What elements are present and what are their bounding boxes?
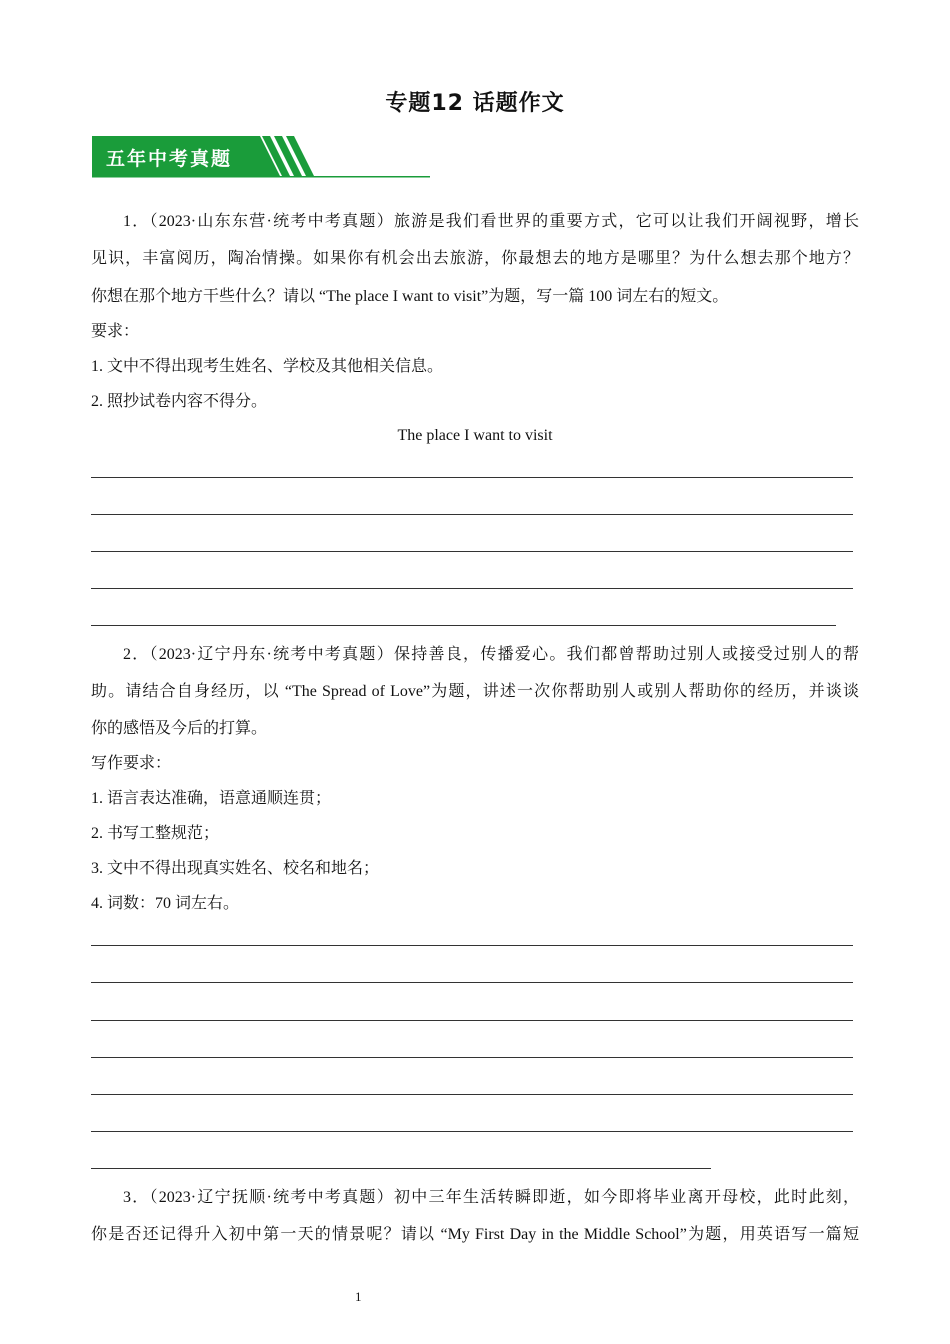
q1-req-1: 1. 文中不得出现考生姓名、学校及其他相关信息。 <box>91 358 444 375</box>
q1-line-1: 1．（2023·山东东营·统考中考真题）旅游是我们看世界的重要方式，它可以让我们开阔视野，增长 <box>123 213 859 230</box>
answer-line <box>91 588 853 589</box>
answer-line <box>91 477 853 478</box>
q2-req-4: 4. 词数：70 词左右。 <box>91 895 240 912</box>
q1-line-3: 你想在那个地方干些什么？请以 “The place I want to visit”为题，写一篇 100 词左右的短文。 <box>91 288 729 305</box>
q2-req-3: 3. 文中不得出现真实姓名、校名和地名； <box>91 860 380 877</box>
q2-line-3: 你的感悟及今后的打算。 <box>91 720 268 737</box>
q2-line-2: 助。请结合自身经历，以 “The Spread of Love”为题，讲述一次你帮助别人或别人帮助你的经历，并谈谈 <box>91 683 859 700</box>
q3-line-1: 3．（2023·辽宁抚顺·统考中考真题）初中三年生活转瞬即逝，如今即将毕业离开母校，此时此刻， <box>123 1189 859 1206</box>
q1-req-label: 要求： <box>91 323 140 340</box>
answer-line <box>91 514 853 515</box>
q2-line-1: 2．（2023·辽宁丹东·统考中考真题）保持善良，传播爱心。我们都曾帮助过别人或接受过别人的帮 <box>123 646 859 663</box>
answer-line <box>91 1057 853 1058</box>
q1-req-2: 2. 照抄试卷内容不得分。 <box>91 393 268 410</box>
q1-line-2: 见识，丰富阅历，陶冶情操。如果你有机会出去旅游，你最想去的地方是哪里？为什么想去那个地方？ <box>91 250 859 267</box>
answer-line <box>91 1168 711 1169</box>
q2-req-2: 2. 书写工整规范； <box>91 825 220 842</box>
q1-essay-title: The place I want to visit <box>397 427 553 444</box>
answer-line <box>91 625 836 626</box>
answer-line <box>91 1131 853 1132</box>
answer-line <box>91 982 853 983</box>
answer-line <box>91 551 853 552</box>
banner-label: 五年中考真题 <box>106 148 233 170</box>
q3-line-2: 你是否还记得升入初中第一天的情景呢？请以 “My First Day in the Middle School”为题，用英语写一篇短 <box>91 1226 859 1243</box>
page-title: 专题12 话题作文 <box>385 91 565 116</box>
answer-line <box>91 1094 853 1095</box>
page-number: 1 <box>355 1289 362 1304</box>
banner-underline <box>92 176 430 178</box>
answer-line <box>91 945 853 946</box>
q2-req-1: 1. 语言表达准确，语意通顺连贯； <box>91 790 332 807</box>
section-banner <box>92 136 432 180</box>
q2-req-label: 写作要求： <box>91 755 172 772</box>
answer-line <box>91 1020 853 1021</box>
